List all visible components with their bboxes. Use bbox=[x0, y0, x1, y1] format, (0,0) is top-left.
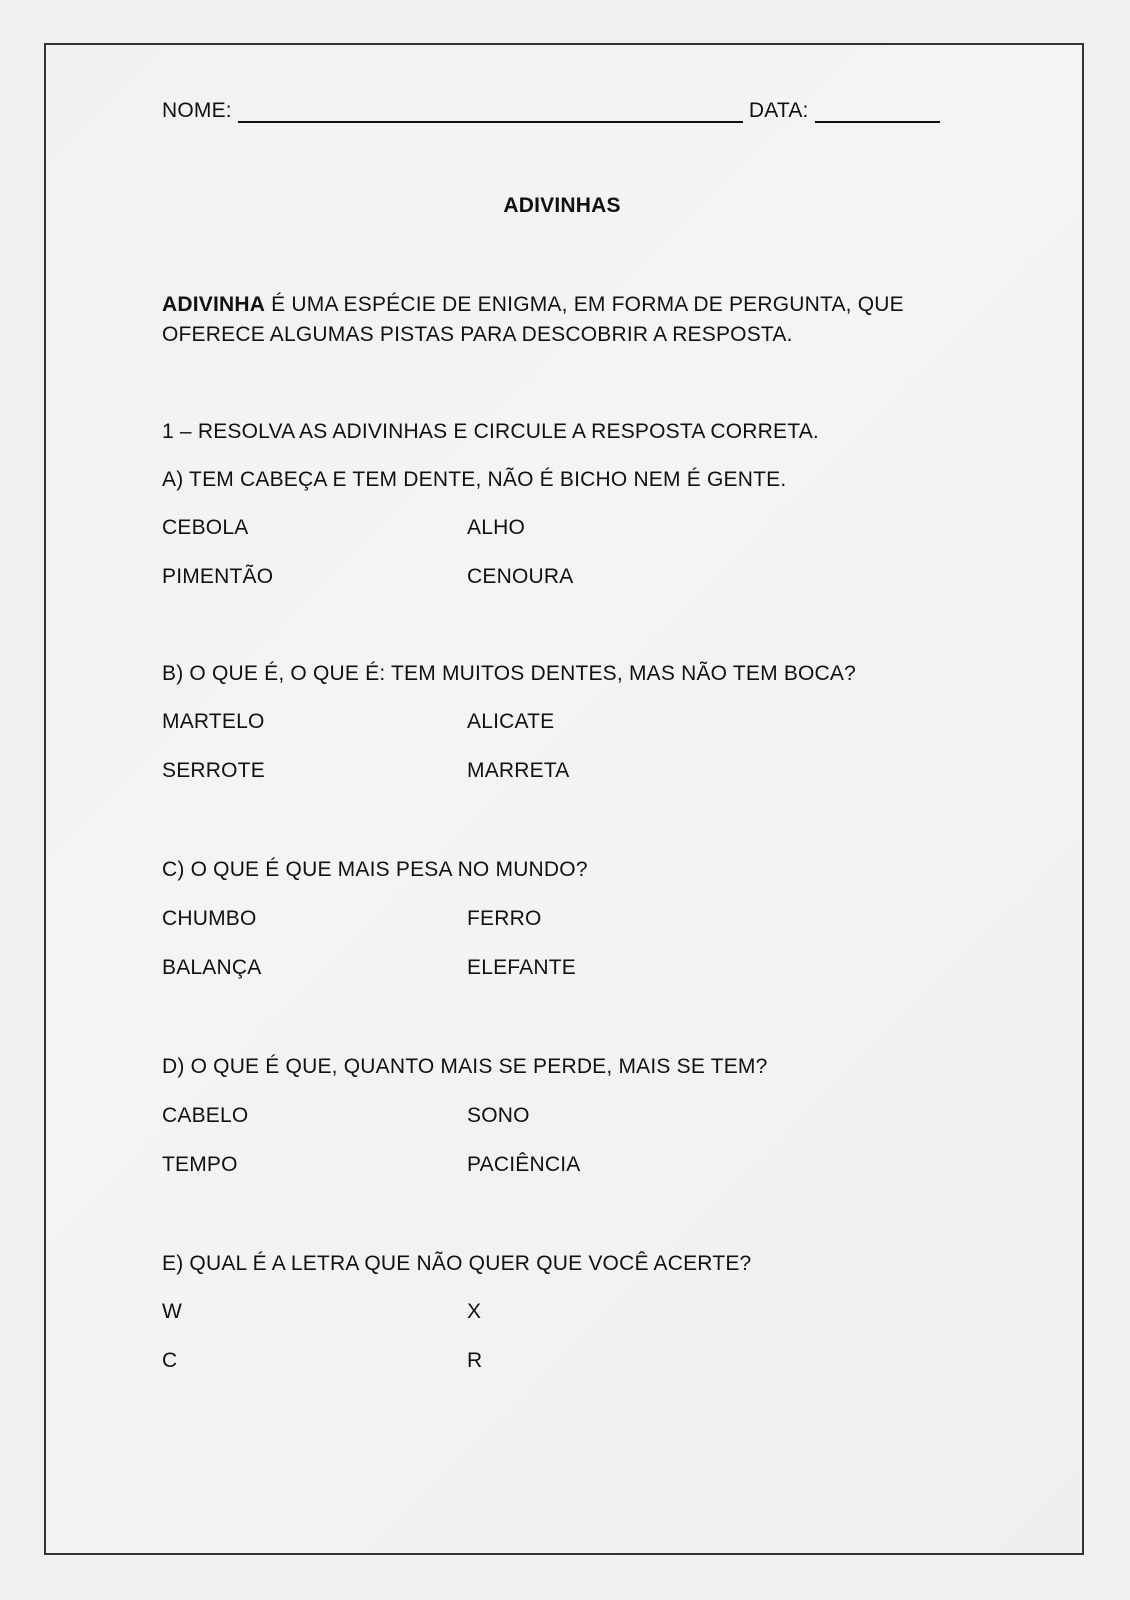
option-b-1[interactable]: MARTELO bbox=[162, 710, 265, 733]
option-d-2[interactable]: SONO bbox=[467, 1104, 530, 1127]
option-b-3[interactable]: SERROTE bbox=[162, 759, 265, 782]
option-c-4[interactable]: ELEFANTE bbox=[467, 956, 576, 979]
option-e-4[interactable]: R bbox=[467, 1349, 483, 1372]
option-a-1[interactable]: CEBOLA bbox=[162, 516, 249, 539]
page-title: ADIVINHAS bbox=[503, 194, 621, 217]
date-field[interactable] bbox=[815, 97, 940, 123]
question-b: B) O QUE É, O QUE É: TEM MUITOS DENTES, MAS NÃO TEM BOCA? bbox=[162, 662, 857, 685]
question-a: A) TEM CABEÇA E TEM DENTE, NÃO É BICHO NEM É GENTE. bbox=[162, 468, 787, 491]
option-e-1[interactable]: W bbox=[162, 1300, 183, 1323]
question-d: D) O QUE É QUE, QUANTO MAIS SE PERDE, MAIS SE TEM? bbox=[162, 1055, 768, 1078]
option-b-4[interactable]: MARRETA bbox=[467, 759, 570, 782]
name-label: NOME: bbox=[162, 99, 232, 122]
option-c-2[interactable]: FERRO bbox=[467, 907, 542, 930]
option-c-3[interactable]: BALANÇA bbox=[162, 956, 262, 979]
option-e-2[interactable]: X bbox=[467, 1300, 482, 1323]
option-d-1[interactable]: CABELO bbox=[162, 1104, 249, 1127]
worksheet-border bbox=[44, 43, 1084, 1555]
name-field[interactable] bbox=[238, 97, 743, 123]
date-label: DATA: bbox=[748, 99, 809, 122]
option-e-3[interactable]: C bbox=[162, 1349, 178, 1372]
intro-definition: É UMA ESPÉCIE DE ENIGMA, EM FORMA DE PERGUNTA, QUE OFERECE ALGUMAS PISTAS PARA DESCOBRIR A RESPOSTA. bbox=[162, 293, 904, 346]
intro-term: ADIVINHA bbox=[162, 293, 266, 316]
option-d-3[interactable]: TEMPO bbox=[162, 1153, 238, 1176]
option-c-1[interactable]: CHUMBO bbox=[162, 907, 257, 930]
intro-paragraph bbox=[162, 290, 962, 350]
option-b-2[interactable]: ALICATE bbox=[467, 710, 555, 733]
option-a-2[interactable]: ALHO bbox=[467, 516, 525, 539]
option-a-4[interactable]: CENOURA bbox=[467, 565, 574, 588]
instruction-text: 1 – RESOLVA AS ADIVINHAS E CIRCULE A RESPOSTA CORRETA. bbox=[162, 420, 819, 443]
option-d-4[interactable]: PACIÊNCIA bbox=[467, 1153, 581, 1176]
question-c: C) O QUE É QUE MAIS PESA NO MUNDO? bbox=[162, 858, 588, 881]
option-a-3[interactable]: PIMENTÃO bbox=[162, 565, 274, 588]
header-fields bbox=[162, 93, 962, 123]
question-e: E) QUAL É A LETRA QUE NÃO QUER QUE VOCÊ ACERTE? bbox=[162, 1252, 752, 1275]
